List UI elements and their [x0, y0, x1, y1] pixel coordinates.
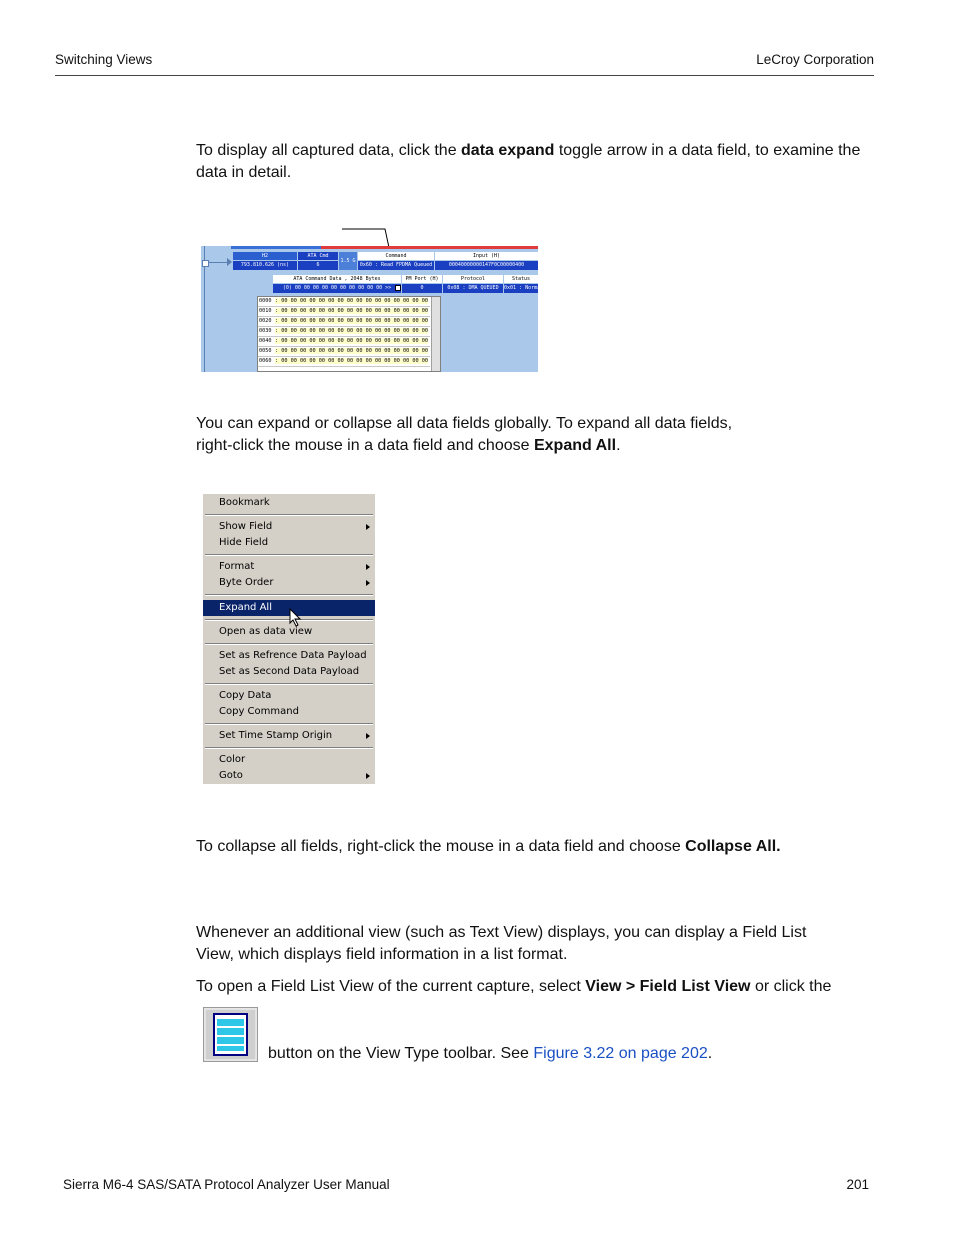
running-header-left: Switching Views [55, 52, 153, 67]
hex-row: 0030 : 00 00 00 00 00 00 00 00 00 00 00 00 00 00 00 00 [258, 327, 430, 337]
intro-text-a: To display all captured data, click the [196, 142, 462, 159]
intro-paragraph [196, 140, 876, 184]
trace-time: 793.810.626 (ns) [233, 261, 297, 270]
menu-item-byte-order[interactable]: Byte Order [203, 575, 375, 591]
submenu-arrow-icon [366, 524, 370, 530]
menu-item-expand-all[interactable]: Expand All [203, 600, 375, 616]
menu-item-copy-command[interactable]: Copy Command [219, 706, 299, 717]
field-list-intro-line1: Whenever an additional view (such as Text View) displays, you can display a Field List [196, 924, 807, 941]
open-field-list-text-b: or click the [750, 978, 832, 995]
trace-ata-val: 6 [298, 261, 338, 270]
menu-separator [205, 594, 373, 596]
trace-top-strip-red [321, 246, 538, 249]
context-menu [203, 494, 375, 784]
expand-all-paragraph [196, 413, 876, 457]
collapse-all-text: To collapse all fields, right-click the mouse in a data field and choose [196, 838, 686, 855]
trace-input-hdr: Input (H) [435, 252, 538, 260]
header-rule [55, 75, 874, 76]
hex-row: 0020 : 00 00 00 00 00 00 00 00 00 00 00 00 00 00 00 00 [258, 317, 430, 327]
trace-data-hdr: ATA Command Data , 2048 Bytes [273, 275, 401, 283]
menu-separator [205, 683, 373, 685]
hex-row: 0060 : 00 00 00 00 00 00 00 00 00 00 00 00 00 00 00 00 [258, 357, 430, 367]
collapse-all-bold: Collapse All. [685, 838, 781, 855]
trace-status-hdr: Status [504, 275, 538, 283]
figure-reference-link[interactable]: Figure 3.22 on page 202 [533, 1045, 708, 1062]
view-type-toolbar-paragraph [268, 1043, 868, 1065]
hex-row: 0000 : 00 00 00 00 00 00 00 00 00 00 00 00 00 00 00 00 [258, 297, 430, 307]
menu-item-hide-field[interactable]: Hide Field [219, 537, 269, 548]
menu-item-bookmark[interactable]: Bookmark [219, 497, 270, 508]
field-list-intro-line2: View, which displays field information in a list format. [196, 946, 568, 963]
menu-separator [205, 747, 373, 749]
submenu-arrow-icon [366, 564, 370, 570]
field-list-intro-paragraph [196, 922, 876, 966]
trace-status-val: 0x01 : Normal [504, 285, 544, 291]
hex-row: 0050 : 00 00 00 00 00 00 00 00 00 00 00 00 00 00 00 00 [258, 347, 430, 357]
trace-proto-hdr: Protocol [443, 275, 503, 283]
hex-dump-panel [257, 296, 441, 372]
trace-top-strip-blue [231, 246, 321, 249]
expand-all-bold: Expand All [533, 437, 617, 454]
submenu-arrow-icon [366, 580, 370, 586]
menu-item-show-field[interactable]: Show Field [203, 519, 375, 535]
menu-item-copy-data[interactable]: Copy Data [219, 690, 272, 701]
running-header-right: LeCroy Corporation [756, 52, 874, 67]
menu-item-set-second-payload[interactable]: Set as Second Data Payload [219, 666, 360, 677]
hex-scrollbar[interactable] [431, 297, 440, 371]
view-type-text-a: button on the View Type toolbar. See [268, 1045, 534, 1062]
footer-title: Sierra M6-4 SAS/SATA Protocol Analyzer User Manual [63, 1177, 390, 1192]
menu-item-set-time-stamp-origin[interactable]: Set Time Stamp Origin [203, 728, 375, 744]
mouse-cursor-icon [289, 608, 303, 628]
hex-row: 0010 : 00 00 00 00 00 00 00 00 00 00 00 00 00 00 00 00 [258, 307, 430, 317]
menu-item-color[interactable]: Color [219, 754, 246, 765]
expand-all-text-b: . [616, 437, 621, 454]
trace-screenshot [201, 246, 544, 372]
menu-separator [205, 514, 373, 516]
trace-pm-val: 0 [402, 284, 442, 293]
menu-separator [205, 554, 373, 556]
menu-item-format[interactable]: Format [203, 559, 375, 575]
trace-pm-hdr: PM Port (H) [402, 275, 442, 283]
open-field-list-bold: View > Field List View [585, 978, 751, 995]
open-field-list-text-a: To open a Field List View of the current capture, select [196, 978, 586, 995]
expand-all-line1: You can expand or collapse all data fields globally. To expand all data fields, [196, 415, 733, 432]
submenu-arrow-icon [366, 773, 370, 779]
trace-input-val: 00040000000147F0C00000400 [435, 261, 538, 270]
trace-speed: 1.5 G [339, 252, 357, 270]
data-expand-toggle[interactable] [395, 285, 401, 291]
field-list-view-icon [204, 1008, 257, 1061]
hex-row: 0040 : 00 00 00 00 00 00 00 00 00 00 00 00 00 00 00 00 [258, 337, 430, 347]
menu-item-open-as-data-view[interactable]: Open as data view [219, 626, 313, 637]
field-list-view-button[interactable] [203, 1007, 258, 1062]
view-type-text-b: . [707, 1045, 713, 1062]
expand-all-text-a: right-click the mouse in a data field and choose [196, 437, 534, 454]
trace-h2: H2 [233, 252, 297, 260]
expand-all-line2 [196, 435, 876, 457]
trace-proto-val: 0x08 : DMA QUEUED [443, 284, 503, 293]
menu-separator [205, 643, 373, 645]
intro-text-b: toggle arrow in a data field, to examine the data in detail. [196, 142, 861, 181]
trace-link-arrow-icon [227, 258, 232, 266]
menu-item-set-reference-payload[interactable]: Set as Refrence Data Payload [219, 650, 367, 661]
submenu-arrow-icon [366, 733, 370, 739]
intro-bold-data-expand: data expand [461, 142, 555, 159]
menu-separator [205, 723, 373, 725]
trace-data-val: (0) 00 00 00 00 00 00 00 00 00 00 >> [273, 284, 401, 293]
open-field-list-paragraph [196, 976, 876, 998]
trace-command-hdr: Command [358, 252, 434, 260]
menu-item-goto[interactable]: Goto [203, 768, 375, 784]
trace-ata-cmd: ATA Cmd [298, 252, 338, 260]
collapse-all-paragraph [196, 836, 876, 858]
page-number: 201 [846, 1177, 869, 1192]
trace-command-val: 0x60 : Read FPDMA Queued [359, 262, 433, 268]
